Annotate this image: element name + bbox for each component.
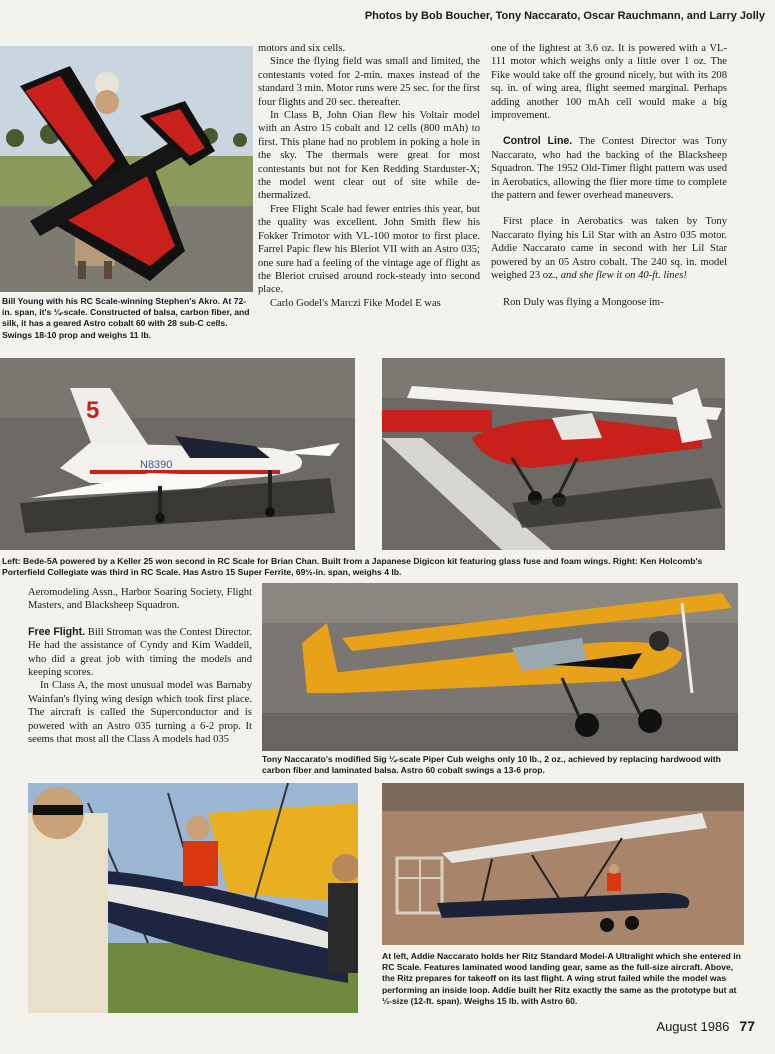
paragraph-control-line (491, 135, 727, 202)
paragraph: Carlo Godel's Marczi Fike Model E was (270, 297, 441, 309)
paragraph-text: First place in Aerobatics was taken by Tony Naccarato flying his Lil Star with an Astro 035 motor. Addie Naccarato came in second with her Lil Star powered by an 05 Astro cobalt. The 240 sq. in. model weighed 23 oz., (491, 216, 727, 282)
bede-registration: N8390 (140, 459, 173, 471)
photo-addie-naccarato-ritz (28, 783, 358, 1013)
article-column-2 (258, 42, 480, 310)
paragraph: Since the flying field was small and limited, the contestants voted for 2-min. maxes instead of the standard 3 min. Motor runs were 25 sec. for the first four flights and 20 sec. thereafter. (258, 56, 480, 108)
caption-ritz: At left, Addie Naccarato holds her Ritz Standard Model-A Ultralight which she entered in RC Scale. Features laminated wood landing gear, same as the full-size aircraft. Above, the Ritz prepares for takeoff on its last flight. A wing strut failed while the model was performing an inside loop. Addie built her Ritz exactly the same as the prototype but at ⅓-size (12-ft. span). Weighs 15 lb. with Astro 60. (382, 951, 741, 1006)
section-heading-free-flight: Free Flight. (28, 625, 86, 638)
page-number: 77 (739, 1018, 755, 1034)
issue-date: August 1986 (656, 1019, 730, 1034)
paragraph: one of the lightest at 3.6 oz. It is powered with a VL-111 motor which weighs only a little over 1 oz. The Fike would take off the ground nicely, but with its 208 sq. in. of wing area, flight seemed marginal. Perhaps adding another 100 mAh cell would make a big improvement. (491, 43, 727, 122)
caption-bill-young: Bill Young with his RC Scale-winning Stephen's Akro. At 72-in. span, it's ¼-scale. Constructed of balsa, carbon fiber, and silk, it has a geared Astro cobalt 60 with 28 sub-C cells. Swings 18-10 prop and weighs 11 lb. (2, 296, 250, 340)
caption-bede-porterfield: Left: Bede-5A powered by a Keller 25 won second in RC Scale for Brian Chan. Built from a Japanese Digicon kit featuring glass fuse and foam wings. Right: Ken Holcomb's Porterfield Collegiate was third in RC Scale. Has Astro 15 Super Ferrite, 69½-in. span, weighs 4 lb. (2, 556, 703, 578)
emphasis-text: and she flew it on 40-ft. lines! (558, 270, 687, 282)
bede-tail-number: 5 (86, 397, 100, 424)
section-heading-control-line: Control Line. (503, 135, 573, 148)
paragraph: In Class B, John Oian flew his Voltair model with an Astro 15 cobalt and 12 cells (800 mAh) to first. This plane had no problem in poking a hole in the sky. The thermals were great for most contestants but not for Ken Redding Starduster-X; the model went clear out of site while de-thermalized. (258, 110, 480, 202)
paragraph-free-flight (28, 626, 252, 680)
photo-bill-young-akro (0, 46, 253, 292)
photo-credits: Photos by Bob Boucher, Tony Naccarato, Oscar Rauchmann, and Larry Jolly (364, 10, 765, 22)
photo-bede-5a (0, 358, 355, 550)
paragraph: Free Flight Scale had fewer entries this year, but the quality was excellent. John Smith flew his Fokker Trimotor with VL-100 motor to first place. Farrel Papic flew his Bleriot VII with an Astro 035; one sure had a feeling of the vintage age of flight as the Bleriot cruised around rock-steady into second place. (258, 203, 480, 296)
article-column-3 (491, 42, 727, 309)
paragraph (491, 215, 727, 282)
photo-piper-cub (262, 583, 738, 751)
paragraph-text: The Contest Director was Tony Naccarato, who had the backing of the Blacksheep Squadron. The 1952 Old-Timer flight pattern was used in Aerobatics, allowing the flier more time to complete the pattern and fewer overhead maneuvers. (491, 136, 728, 202)
photo-ritz-takeoff (382, 783, 744, 945)
paragraph: In Class A, the most unusual model was Barnaby Wainfan's flying wing design which took first place. The aircraft is called the Superconductor and is powered with an Astro 035 turning a 6-2 prop. It seems that most all the Class A models had 035 (28, 680, 252, 746)
paragraph: Ron Duly was flying a Mongoose im- (503, 296, 664, 308)
caption-piper-cub: Tony Naccarato's modified Sig ¼-scale Piper Cub weighs only 10 lb., 2 oz., achieved by replacing hardwood with carbon fiber and laminated balsa. Astro 60 cobalt swings a 13-6 prop. (262, 754, 721, 776)
paragraph: Aeromodeling Assn., Harbor Soaring Society, Flight Masters, and Blacksheep Squadron. (28, 587, 252, 612)
page-footer (656, 1018, 755, 1034)
article-lower-column (28, 586, 252, 746)
paragraph-text: Bill Stroman was the Contest Director. He had the assistance of Cyndy and Kim Waddell, who did a great job with timing the models and keeping scores. (28, 626, 252, 679)
paragraph: motors and six cells. (258, 43, 346, 54)
photo-porterfield-collegiate (382, 358, 725, 550)
